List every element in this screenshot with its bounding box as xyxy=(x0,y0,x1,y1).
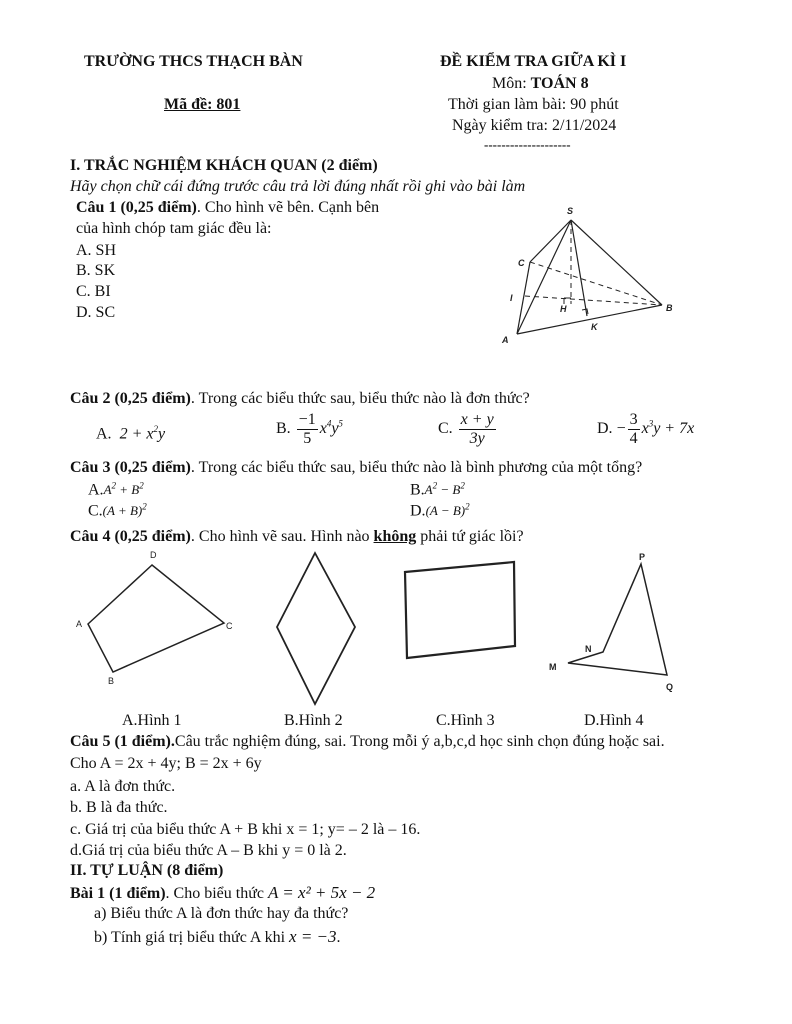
label-k: K xyxy=(591,322,598,332)
subject-name: TOÁN 8 xyxy=(530,75,589,92)
q3-line xyxy=(70,459,642,477)
bai1-b-expr: x = −3 xyxy=(289,927,337,946)
q2-b-num: −1 xyxy=(298,411,316,428)
q4-text-after: phải tứ giác lồi? xyxy=(416,528,524,545)
bai1-label: Bài 1 (1 điểm) xyxy=(70,885,166,902)
q3-text: . Trong các biểu thức sau, biểu thức nào là bình phương của một tổng? xyxy=(190,459,643,476)
q1-text2: của hình chóp tam giác đều là: xyxy=(76,220,272,237)
q5-text: Câu trắc nghiệm đúng, sai. Trong mỗi ý a,b,c,d học sinh chọn đúng hoặc sai. xyxy=(174,733,665,750)
q3-option-b: $B.A^2 - B^2$ xyxy=(410,481,465,499)
label-c: C xyxy=(518,258,525,268)
edge-sc xyxy=(530,220,571,262)
q4-figure-4 xyxy=(545,550,695,700)
fig1-label-b: B xyxy=(108,676,115,686)
fig4-label-q: Q xyxy=(666,682,674,692)
q3-option-c: $C.(A + B)^2$ xyxy=(88,502,147,520)
q2-a-expr: 2 + x xyxy=(119,425,154,443)
subject-prefix: Môn: xyxy=(492,75,531,92)
q1-option-a: A. SH xyxy=(76,242,117,259)
q2-text: . Trong các biểu thức sau, biểu thức nào là đơn thức? xyxy=(190,390,530,407)
q2-b-letter: B. xyxy=(276,420,291,438)
q4-label: Câu 4 (0,25 điểm) xyxy=(70,528,191,545)
q2-option-d: D. − $\frac{3}{4}$ $x^3y + 7x$ xyxy=(597,411,695,447)
q1-option-c: C. BI xyxy=(76,283,111,300)
q4-figure-2 xyxy=(268,548,364,710)
bai1-part-b xyxy=(94,927,341,947)
q5-item-a: a. A là đơn thức. xyxy=(70,778,176,795)
q5-item-d: d.Giá trị của biểu thức A – B khi y = 0 là 2. xyxy=(70,842,347,859)
label-i: I xyxy=(510,293,513,303)
q5-given: Cho A = 2x + 4y; B = 2x + 6y xyxy=(70,755,262,772)
q5-label: Câu 5 (1 điểm). xyxy=(70,733,175,750)
q1-label: Câu 1 (0,25 điểm) xyxy=(76,199,197,216)
q5-line xyxy=(70,733,665,751)
label-a: A xyxy=(502,335,509,345)
q2-d-den: 4 xyxy=(629,430,638,447)
label-h: H xyxy=(560,304,567,314)
q2-c-num: x + y xyxy=(460,411,494,428)
exam-title: ĐỀ KIỂM TRA GIỮA KÌ I xyxy=(440,53,627,70)
exam-code: Mã đề: 801 xyxy=(164,96,241,113)
fig1-label-c: C xyxy=(226,621,233,631)
edge-cb-hidden xyxy=(530,262,662,305)
q1-text1: . Cho hình vẽ bên. Cạnh bên xyxy=(196,199,380,216)
bai1-part-a: a) Biểu thức A là đơn thức hay đa thức? xyxy=(94,905,349,922)
bai1-text: . Cho biểu thức xyxy=(165,885,268,902)
bai1-line xyxy=(70,883,375,903)
q4-figure-1 xyxy=(70,548,250,693)
edge-ab xyxy=(517,305,662,334)
fig1-label-a: A xyxy=(76,619,83,629)
edge-ca xyxy=(517,262,530,334)
q2-option-b: B. $\frac{-1}{5}$ $x^4y^5$ xyxy=(276,411,343,447)
edge-sb xyxy=(571,220,662,305)
q3-d-letter: D. xyxy=(410,502,426,520)
q3-c-letter: C. xyxy=(88,502,103,520)
q3-b-letter: B. xyxy=(410,481,425,499)
q5-item-b: b. B là đa thức. xyxy=(70,799,168,816)
fig1-label-d: D xyxy=(150,550,157,560)
q1-option-d: D. SC xyxy=(76,304,116,321)
subject-line xyxy=(492,75,589,93)
q4-figure-3 xyxy=(398,552,524,664)
label-b: B xyxy=(666,303,673,313)
q4-text-emph: không xyxy=(373,528,417,545)
fig4-label-m: M xyxy=(549,662,557,672)
q2-d-tail: y + 7x xyxy=(653,420,695,438)
q4-line xyxy=(70,528,524,546)
section1-instruction: Hãy chọn chữ cái đứng trước câu trả lời đúng nhất rồi ghi vào bài làm xyxy=(70,178,526,195)
q2-c-den: 3y xyxy=(469,430,485,447)
q4-caption-4: D.Hình 4 xyxy=(584,712,644,729)
q4-text-before: . Cho hình vẽ sau. Hình nào xyxy=(190,528,374,545)
q2-option-c xyxy=(438,411,498,448)
q4-caption-2: B.Hình 2 xyxy=(284,712,343,729)
section2-title: II. TỰ LUẬN (8 điểm) xyxy=(70,862,224,879)
fig4-label-n: N xyxy=(585,644,592,654)
q3-option-a: $A.A^2 + B^2$ xyxy=(88,481,144,499)
pyramid-figure xyxy=(500,200,690,350)
q2-label: Câu 2 (0,25 điểm) xyxy=(70,390,191,407)
q2-c-letter: C. xyxy=(438,420,453,438)
median-bi xyxy=(525,296,662,305)
q3-label: Câu 3 (0,25 điểm) xyxy=(70,459,191,476)
bai1-expr: A = x² + 5x − 2 xyxy=(267,883,376,902)
edge-sa xyxy=(517,220,571,334)
bai1-b-end: . xyxy=(336,929,341,946)
bai1-b-text: b) Tính giá trị biểu thức A khi xyxy=(94,929,290,946)
q2-option-a: A. $2 + x^2y$ xyxy=(96,424,166,443)
q4-caption-1: A.Hình 1 xyxy=(122,712,182,729)
school-name: TRƯỜNG THCS THẠCH BÀN xyxy=(84,53,303,70)
label-s: S xyxy=(567,206,574,216)
duration: Thời gian làm bài: 90 phút xyxy=(448,96,619,113)
edge-sk xyxy=(571,220,587,316)
q1-option-b: B. SK xyxy=(76,262,116,279)
q2-b-den: 5 xyxy=(303,430,312,447)
header-divider: -------------------- xyxy=(484,137,571,152)
q5-item-c: c. Giá trị của biểu thức A + B khi x = 1; y= – 2 là – 16. xyxy=(70,821,421,838)
fig4-label-p: P xyxy=(639,552,646,562)
q2-d-letter: D. xyxy=(597,420,613,438)
section1-title: I. TRẮC NGHIỆM KHÁCH QUAN (2 điểm) xyxy=(70,157,378,174)
q1-line1 xyxy=(76,199,379,217)
q4-caption-3: C.Hình 3 xyxy=(436,712,495,729)
q3-a-letter: A. xyxy=(88,481,104,499)
q2-d-num: 3 xyxy=(629,411,638,428)
q2-line xyxy=(70,390,530,408)
q2-a-letter: A. xyxy=(96,425,112,443)
exam-date: Ngày kiểm tra: 2/11/2024 xyxy=(452,117,617,134)
q3-option-d: $D.(A - B)^2$ xyxy=(410,502,470,520)
